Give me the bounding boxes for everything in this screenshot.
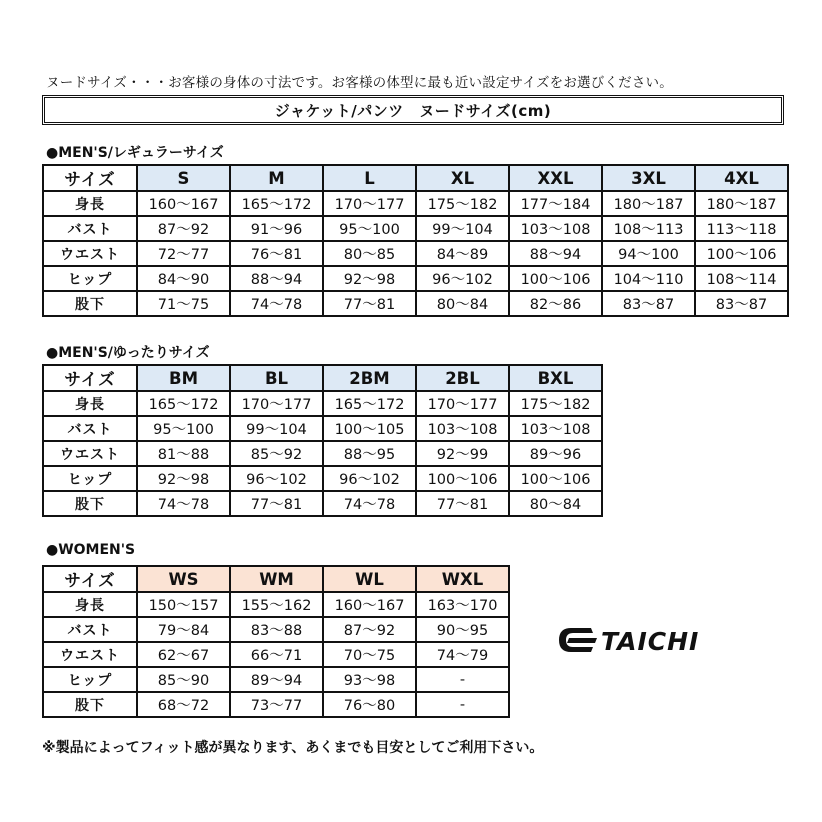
size-table-mens-regular bbox=[42, 164, 789, 317]
measurement-value: 165～172 bbox=[137, 391, 230, 416]
size-column-header: XXL bbox=[509, 165, 602, 191]
size-column-header: WS bbox=[137, 566, 230, 592]
measurement-row bbox=[43, 667, 509, 692]
measurement-value: 83～87 bbox=[695, 291, 788, 316]
measurement-value: 96～102 bbox=[416, 266, 509, 291]
measurement-row bbox=[43, 241, 788, 266]
measurement-value: 160～167 bbox=[137, 191, 230, 216]
measurement-value: 163～170 bbox=[416, 592, 509, 617]
measurement-value: 94～100 bbox=[602, 241, 695, 266]
measurement-value: 100～106 bbox=[416, 466, 509, 491]
measurement-label: バスト bbox=[43, 416, 137, 441]
measurement-value: 104～110 bbox=[602, 266, 695, 291]
size-column-header: BL bbox=[230, 365, 323, 391]
measurement-value: 83～87 bbox=[602, 291, 695, 316]
size-column-header: 3XL bbox=[602, 165, 695, 191]
measurement-value: 180～187 bbox=[695, 191, 788, 216]
measurement-value: 76～80 bbox=[323, 692, 416, 717]
measurement-label: ウエスト bbox=[43, 241, 137, 266]
measurement-label: 身長 bbox=[43, 391, 137, 416]
measurement-value: 150～157 bbox=[137, 592, 230, 617]
measurement-value: 95～100 bbox=[323, 216, 416, 241]
measurement-value: 155～162 bbox=[230, 592, 323, 617]
measurement-value: 88～94 bbox=[230, 266, 323, 291]
measurement-value: 89～96 bbox=[509, 441, 602, 466]
measurement-value: 170～177 bbox=[323, 191, 416, 216]
measurement-value: 62～67 bbox=[137, 642, 230, 667]
size-column-header: WXL bbox=[416, 566, 509, 592]
measurement-value: 180～187 bbox=[602, 191, 695, 216]
measurement-value: 108～113 bbox=[602, 216, 695, 241]
measurement-row bbox=[43, 391, 602, 416]
measurement-row bbox=[43, 592, 509, 617]
measurement-row bbox=[43, 466, 602, 491]
measurement-value: 100～106 bbox=[509, 466, 602, 491]
header-row bbox=[43, 566, 509, 592]
header-row bbox=[43, 165, 788, 191]
measurement-value: 175～182 bbox=[509, 391, 602, 416]
measurement-value: 85～90 bbox=[137, 667, 230, 692]
measurement-value: 85～92 bbox=[230, 441, 323, 466]
measurement-value: 165～172 bbox=[323, 391, 416, 416]
measurement-value: 80～85 bbox=[323, 241, 416, 266]
measurement-value: 74～78 bbox=[137, 491, 230, 516]
size-column-header: 2BL bbox=[416, 365, 509, 391]
size-header-label: サイズ bbox=[43, 165, 137, 191]
measurement-value: 170～177 bbox=[416, 391, 509, 416]
size-header-label: サイズ bbox=[43, 365, 137, 391]
header-row bbox=[43, 365, 602, 391]
measurement-value: 80～84 bbox=[509, 491, 602, 516]
measurement-row bbox=[43, 491, 602, 516]
measurement-value: 103～108 bbox=[416, 416, 509, 441]
measurement-value: 84～90 bbox=[137, 266, 230, 291]
measurement-value: 93～98 bbox=[323, 667, 416, 692]
measurement-value: 80～84 bbox=[416, 291, 509, 316]
size-column-header: S bbox=[137, 165, 230, 191]
section-label-womens: ●WOMEN'S bbox=[46, 542, 136, 558]
measurement-label: 股下 bbox=[43, 491, 137, 516]
measurement-label: ヒップ bbox=[43, 466, 137, 491]
size-header-label: サイズ bbox=[43, 566, 137, 592]
measurement-row bbox=[43, 617, 509, 642]
measurement-row bbox=[43, 416, 602, 441]
measurement-value: 170～177 bbox=[230, 391, 323, 416]
measurement-value: 91～96 bbox=[230, 216, 323, 241]
measurement-value: 73～77 bbox=[230, 692, 323, 717]
measurement-row bbox=[43, 291, 788, 316]
section-label-mens-relaxed: ●MEN'S/ゆったりサイズ bbox=[46, 345, 210, 361]
measurement-value: 74～79 bbox=[416, 642, 509, 667]
intro-text: ヌードサイズ・・・お客様の身体の寸法です。お客様の体型に最も近い設定サイズをお選びください。 bbox=[46, 75, 673, 91]
measurement-label: 身長 bbox=[43, 191, 137, 216]
measurement-row bbox=[43, 216, 788, 241]
measurement-value: 100～105 bbox=[323, 416, 416, 441]
measurement-value: 108～114 bbox=[695, 266, 788, 291]
size-column-header: WL bbox=[323, 566, 416, 592]
measurement-value: 68～72 bbox=[137, 692, 230, 717]
measurement-value: 88～94 bbox=[509, 241, 602, 266]
measurement-label: ヒップ bbox=[43, 266, 137, 291]
measurement-value: 92～99 bbox=[416, 441, 509, 466]
measurement-value: 96～102 bbox=[230, 466, 323, 491]
size-column-header: 2BM bbox=[323, 365, 416, 391]
measurement-row bbox=[43, 642, 509, 667]
size-column-header: L bbox=[323, 165, 416, 191]
measurement-value: - bbox=[416, 692, 509, 717]
measurement-value: 99～104 bbox=[230, 416, 323, 441]
measurement-value: 82～86 bbox=[509, 291, 602, 316]
measurement-row bbox=[43, 441, 602, 466]
measurement-value: 88～95 bbox=[323, 441, 416, 466]
size-table-womens bbox=[42, 565, 510, 718]
measurement-value: 103～108 bbox=[509, 416, 602, 441]
measurement-value: 103～108 bbox=[509, 216, 602, 241]
measurement-value: 92～98 bbox=[137, 466, 230, 491]
measurement-row bbox=[43, 266, 788, 291]
measurement-value: 70～75 bbox=[323, 642, 416, 667]
measurement-value: 113～118 bbox=[695, 216, 788, 241]
measurement-row bbox=[43, 191, 788, 216]
measurement-value: 83～88 bbox=[230, 617, 323, 642]
measurement-value: 81～88 bbox=[137, 441, 230, 466]
measurement-value: 177～184 bbox=[509, 191, 602, 216]
measurement-label: バスト bbox=[43, 216, 137, 241]
size-column-header: BXL bbox=[509, 365, 602, 391]
measurement-label: バスト bbox=[43, 617, 137, 642]
measurement-value: 96～102 bbox=[323, 466, 416, 491]
measurement-value: 87～92 bbox=[323, 617, 416, 642]
measurement-value: 95～100 bbox=[137, 416, 230, 441]
measurement-value: 90～95 bbox=[416, 617, 509, 642]
taichi-logo bbox=[557, 626, 737, 654]
measurement-value: 79～84 bbox=[137, 617, 230, 642]
measurement-value: 74～78 bbox=[230, 291, 323, 316]
measurement-value: 100～106 bbox=[695, 241, 788, 266]
measurement-value: - bbox=[416, 667, 509, 692]
measurement-value: 160～167 bbox=[323, 592, 416, 617]
size-column-header: WM bbox=[230, 566, 323, 592]
measurement-value: 92～98 bbox=[323, 266, 416, 291]
measurement-value: 89～94 bbox=[230, 667, 323, 692]
section-label-mens-regular: ●MEN'S/レギュラーサイズ bbox=[46, 145, 224, 161]
measurement-value: 72～77 bbox=[137, 241, 230, 266]
measurement-value: 77～81 bbox=[323, 291, 416, 316]
measurement-value: 165～172 bbox=[230, 191, 323, 216]
page-title: ジャケット/パンツ ヌードサイズ(cm) bbox=[42, 95, 784, 125]
measurement-label: ウエスト bbox=[43, 642, 137, 667]
measurement-value: 175～182 bbox=[416, 191, 509, 216]
size-column-header: XL bbox=[416, 165, 509, 191]
measurement-value: 74～78 bbox=[323, 491, 416, 516]
size-column-header: BM bbox=[137, 365, 230, 391]
size-column-header: 4XL bbox=[695, 165, 788, 191]
measurement-value: 84～89 bbox=[416, 241, 509, 266]
measurement-value: 77～81 bbox=[416, 491, 509, 516]
measurement-value: 76～81 bbox=[230, 241, 323, 266]
measurement-value: 77～81 bbox=[230, 491, 323, 516]
measurement-value: 99～104 bbox=[416, 216, 509, 241]
measurement-label: 股下 bbox=[43, 692, 137, 717]
measurement-label: 股下 bbox=[43, 291, 137, 316]
measurement-label: 身長 bbox=[43, 592, 137, 617]
measurement-value: 87～92 bbox=[137, 216, 230, 241]
footnote: ※製品によってフィット感が異なります、あくまでも目安としてご利用下さい。 bbox=[42, 740, 544, 756]
measurement-value: 100～106 bbox=[509, 266, 602, 291]
size-column-header: M bbox=[230, 165, 323, 191]
measurement-value: 71～75 bbox=[137, 291, 230, 316]
measurement-label: ウエスト bbox=[43, 441, 137, 466]
measurement-row bbox=[43, 692, 509, 717]
size-table-mens-relaxed bbox=[42, 364, 603, 517]
measurement-value: 66～71 bbox=[230, 642, 323, 667]
measurement-label: ヒップ bbox=[43, 667, 137, 692]
logo-wordmark: TAICHI bbox=[601, 627, 700, 654]
